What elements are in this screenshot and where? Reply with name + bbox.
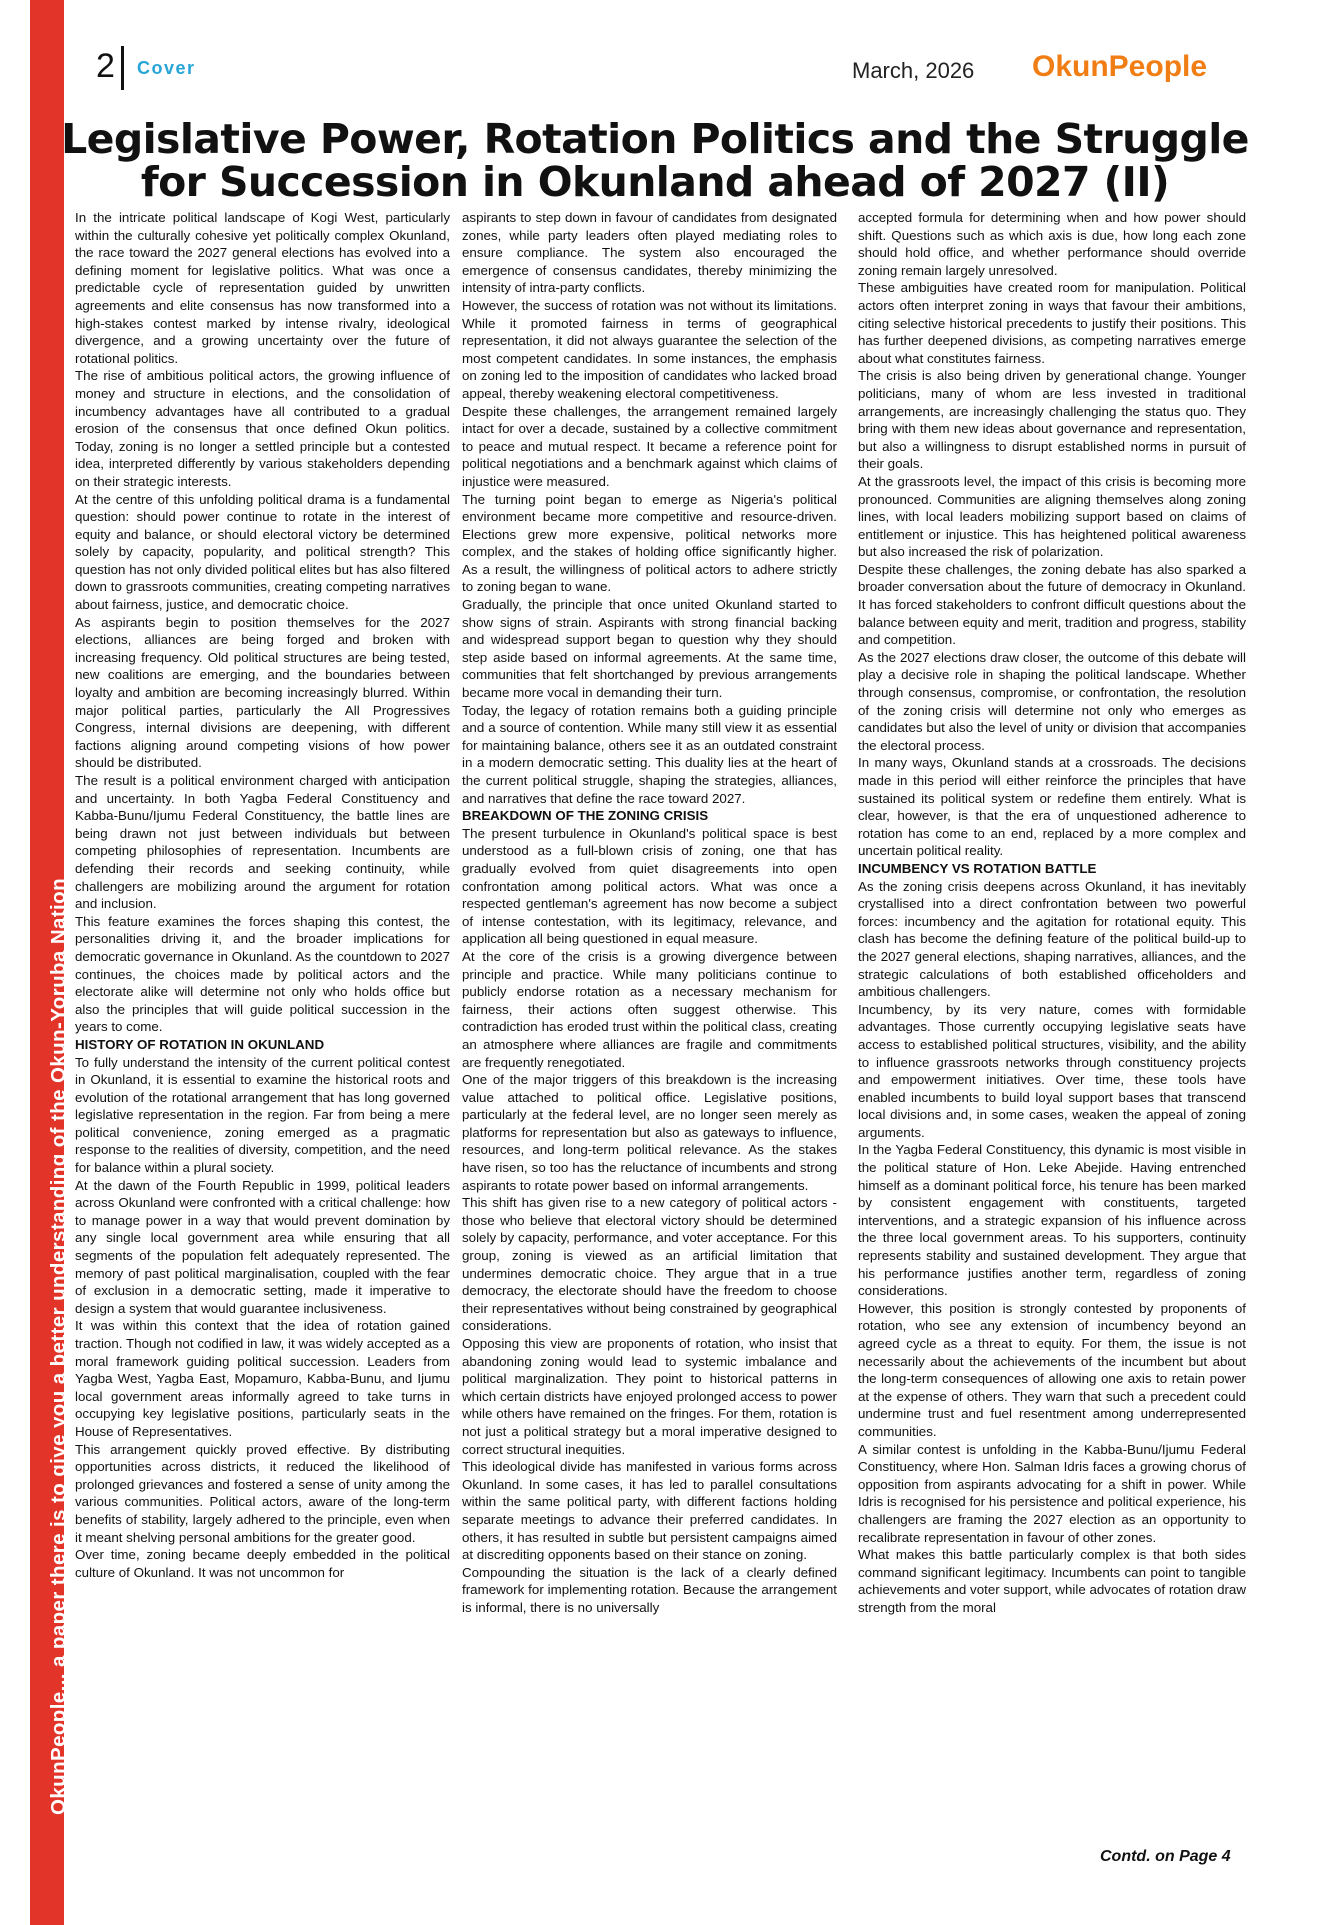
body-paragraph: The turning point began to emerge as Nigeria's political environment became more competitive and resource-driven. Elections grew more expensive, political networks more complex, and the stakes of holding office significantly higher. As a result, the willingness of political actors to adhere strictly to zoning began to wane. [462, 491, 837, 595]
section-heading: INCUMBENCY VS ROTATION BATTLE [858, 860, 1097, 876]
body-paragraph: This arrangement quickly proved effective. By distributing opportunities across districts, it reduced the likelihood of prolonged grievances and fostered a sense of unity among the various communities. Political actors, aware of the long-term benefits of stability, largely adhered to the principle, even when it meant shelving personal ambitions for the greater good. [75, 1441, 450, 1545]
continued-note: Contd. on Page 4 [1100, 1848, 1231, 1865]
body-paragraph: This shift has given rise to a new category of political actors - those who believe that electoral victory should be determined solely by capacity, performance, and voter acceptance. For this group, zoning is viewed as an artificial limitation that undermines democratic choice. They argue that in a true democracy, the electorate should have the freedom to choose their representatives without being constrained by geographical considerations. [462, 1195, 837, 1334]
body-paragraph: It was within this context that the idea of rotation gained traction. Though not codified in law, it was widely accepted as a moral framework guiding political succession. Leaders from Yagba West, Yagba East, Mopamuro, Kabba-Bunu, and Ijumu local government areas informally agreed to take turns in occupying key legislative positions, particularly seats in the House of Representatives. [75, 1318, 450, 1439]
body-paragraph: The result is a political environment charged with anticipation and uncertainty. In both Yagba Federal Constituency and Kabba-Bunu/Ijumu Federal Constituency, the battle lines are being drawn not just between individuals but between competing philosophies of representation. Incumbents are defending their records and seeking continuity, while challengers are mobilizing around the argument for rotation and inclusion. [75, 773, 450, 912]
body-paragraph: Despite these challenges, the zoning debate has also sparked a broader conversation about the future of democracy in Okunland. It has forced stakeholders to confront difficult questions about the balance between equity and merit, tradition and progress, stability and competition. [858, 561, 1246, 648]
article-column-1 [75, 209, 450, 1581]
body-paragraph: As the 2027 elections draw closer, the outcome of this debate will play a decisive role in shaping the political landscape. Whether through consensus, compromise, or confrontation, the resolution of the zoning crisis will determine not only who emerges as candidates but also the level of unity or division that accompanies the electoral process. [858, 649, 1246, 753]
issue-date: March, 2026 [852, 58, 975, 83]
body-paragraph: In the Yagba Federal Constituency, this dynamic is most visible in the political stature of Hon. Leke Abejide. Having entrenched himself as a dominant political force, his tenure has been marked by consistent engagement with constituents, targeted interventions, and a strategic expansion of his influence across the three local government areas. To his supporters, continuity represents stability and sustained development. They argue that his performance justifies another term, regardless of zoning considerations. [858, 1142, 1246, 1299]
body-paragraph: Incumbency, by its very nature, comes with formidable advantages. Those currently occupying legislative seats have access to established political structures, visibility, and the ability to influence grassroots networks through constituency projects and empowerment initiatives. Over time, these tools have enabled incumbents to build loyal support bases that transcend local divisions and, in some cases, weaken the appeal of zoning arguments. [858, 1001, 1246, 1140]
body-paragraph: One of the major triggers of this breakdown is the increasing value attached to political office. Legislative positions, particularly at the federal level, are no longer seen merely as platforms for representation but also as gateways to influence, resources, and long-term political relevance. As the stakes have risen, so too has the reluctance of incumbents and strong aspirants to rotate power based on informal arrangements. [462, 1072, 837, 1193]
body-paragraph: At the grassroots level, the impact of this crisis is becoming more pronounced. Communities are aligning themselves along zoning lines, with local leaders mobilizing support based on claims of entitlement or injustice. This has heightened political awareness but also increased the risk of polarization. [858, 473, 1246, 560]
body-paragraph: Gradually, the principle that once united Okunland started to show signs of strain. Aspirants with strong financial backing and widespread support began to question why they should step aside based on informal agreements. At the same time, communities that felt shortchanged by previous arrangements became more vocal in demanding their turn. [462, 597, 837, 701]
body-paragraph: Today, the legacy of rotation remains both a guiding principle and a source of contention. While many still view it as essential for maintaining balance, others see it as an outdated constraint in a modern democratic setting. This duality lies at the heart of the current political struggle, shaping the strategies, alliances, and narratives that define the race toward 2027. [462, 702, 837, 806]
body-paragraph: As aspirants begin to position themselves for the 2027 elections, alliances are being forged and broken with increasing frequency. Old political structures are being tested, new coalitions are emerging, and the boundaries between loyalty and ambition are becoming increasingly blurred. Within major political parties, particularly the All Progressives Congress, internal divisions are deepening, with different factions aligning around competing visions of how power should be distributed. [75, 614, 450, 771]
masthead-logo: OkunPeople [1032, 50, 1208, 83]
body-paragraph: At the core of the crisis is a growing divergence between principle and practice. While many politicians continue to publicly endorse rotation as a necessary mechanism for fairness, their actions often suggest otherwise. This contradiction has eroded trust within the political class, creating an atmosphere where alliances are fragile and commitments are frequently renegotiated. [462, 948, 837, 1070]
body-paragraph: This feature examines the forces shaping this contest, the personalities driving it, and the broader implications for democratic governance in Okunland. As the countdown to 2027 continues, the choices made by political actors and the electorate alike will determine not only who holds office but also the principles that will guide political succession in the years to come. [75, 913, 450, 1035]
body-paragraph: Over time, zoning became deeply embedded in the political culture of Okunland. It was not uncommon for [75, 1547, 450, 1580]
body-paragraph: At the dawn of the Fourth Republic in 1999, political leaders across Okunland were confronted with a critical challenge: how to manage power in a way that would prevent domination by any single local government area while ensuring that all segments of the population felt adequately represented. The memory of past political marginalisation, coupled with the fear of exclusion in a democratic setting, made it imperative to design a system that would guarantee inclusiveness. [75, 1177, 450, 1316]
body-paragraph: A similar contest is unfolding in the Kabba-Bunu/Ijumu Federal Constituency, where Hon. Salman Idris faces a growing chorus of opposition from aspirants advocating for a shift in power. While Idris is recognised for his persistence and political experience, his challengers are framing the 2027 election as an opportunity to recalibrate representation in favour of other zones. [858, 1441, 1246, 1545]
body-paragraph: The crisis is also being driven by generational change. Younger politicians, many of whom are less invested in traditional arrangements, are increasingly challenging the status quo. They bring with them new ideas about governance and representation, but also a willingness to disrupt established norms in pursuit of their goals. [858, 368, 1246, 472]
first-published-note: First Published on March 29, 1997 [48, 198, 62, 400]
page-number: 2 [96, 47, 115, 85]
body-paragraph: In many ways, Okunland stands at a crossroads. The decisions made in this period will either reinforce the principles that have sustained its political system or redefine them entirely. What is clear, however, is that the era of unquestioned adherence to rotation has come to an end, replaced by a more complex and uncertain political reality. [858, 755, 1246, 859]
body-paragraph: However, this position is strongly contested by proponents of rotation, who see any extension of incumbency beyond an agreed cycle as a threat to equity. For them, the issue is not necessarily about the achievements of the incumbent but about the long-term consequences of allowing one axis to retain power at the expense of others. They warn that such a precedent could undermine trust and fuel resentment among underrepresented communities. [858, 1300, 1246, 1439]
section-label: Cover [137, 58, 196, 78]
body-paragraph: This ideological divide has manifested in various forms across Okunland. In some cases, it has led to parallel consultations within the same political party, with different factions holding separate meetings to advance their preferred candidates. In others, it has resulted in subtle but persistent campaigns aimed at discrediting opponents based on their stance on zoning. [462, 1459, 837, 1563]
body-paragraph: Compounding the situation is the lack of a clearly defined framework for implementing rotation. Because the arrangement is informal, there is no universally [462, 1564, 837, 1615]
body-paragraph: As the zoning crisis deepens across Okunland, it has inevitably crystallised into a direct confrontation between two powerful forces: incumbency and the agitation for rotational equity. This clash has become the defining feature of the political build-up to the 2027 general elections, shaping narratives, alliances, and the strategic calculations of both established officeholders and ambitious challengers. [858, 878, 1246, 1000]
article-column-2 [462, 209, 837, 1617]
body-paragraph: In the intricate political landscape of Kogi West, particularly within the culturally cohesive yet politically complex Okunland, the race toward the 2027 general elections has evolved into a defining moment for legislative politics. What was once a predictable cycle of representation guided by unwritten agreements and elite consensus has now transformed into a high-stakes contest marked by intense rivalry, ideological divergence, and a growing uncertainty over the future of rotational politics. [75, 210, 450, 366]
body-paragraph: What makes this battle particularly complex is that both sides command significant legitimacy. Incumbents can point to tangible achievements and voter support, while advocates of rotation draw strength from the moral [858, 1547, 1246, 1615]
body-paragraph: Despite these challenges, the arrangement remained largely intact for over a decade, sustained by a collective commitment to peace and mutual respect. It became a reference point for political negotiations and a benchmark against which claims of injustice were measured. [462, 403, 837, 489]
body-paragraph: The rise of ambitious political actors, the growing influence of money and structure in elections, and the consolidation of incumbency advantages have all contributed to a gradual erosion of the consensus that once defined Okun politics. Today, zoning is no longer a settled principle but a contested idea, interpreted differently by various stakeholders depending on their strategic interests. [75, 368, 450, 489]
body-paragraph: accepted formula for determining when and how power should shift. Questions such as which axis is due, how long each zone should hold office, and whether performance should override zoning remain largely unresolved. [858, 210, 1246, 278]
body-paragraph: These ambiguities have created room for manipulation. Political actors often interpret zoning in ways that favour their ambitions, citing selective historical precedents to justify their positions. This has further deepened divisions, as competing narratives emerge about what constitutes fairness. [858, 280, 1246, 366]
section-heading: BREAKDOWN OF THE ZONING CRISIS [462, 808, 709, 824]
body-paragraph: The present turbulence in Okunland's political space is best understood as a full-blown crisis of zoning, one that has gradually evolved from quiet disagreements into open confrontation among political actors. What was once a respected gentleman's agreement has now become a subject of intense contestation, with its legitimacy, relevance, and application all being questioned in equal measure. [462, 825, 837, 947]
body-paragraph: At the centre of this unfolding political drama is a fundamental question: should power continue to rotate in the interest of equity and balance, or should electoral victory be determined solely by capacity, popularity, and political strength? This question has not only divided political elites but has also filtered down to grassroots communities, creating competing narratives about fairness, justice, and democratic choice. [75, 491, 450, 613]
body-paragraph: To fully understand the intensity of the current political contest in Okunland, it is essential to examine the historical roots and evolution of the rotational arrangement that has long governed legislative representation in the region. Far from being a mere political convenience, zoning emerged as a pragmatic response to the realities of diversity, competition, and the need for balance within a plural society. [75, 1054, 450, 1176]
sidebar-slogan: OkunPeople... a paper there is to give you a better understanding of the Okun-Yoruba Nation [47, 878, 70, 1815]
article-headline: Legislative Power, Rotation Politics and the Struggle for Succession in Okunland ahead of 2027 (II) [61, 115, 1249, 206]
article-column-3 [858, 209, 1246, 1617]
body-paragraph: However, the success of rotation was not without its limitations. While it promoted fairness in terms of geographical representation, it did not always guarantee the selection of the most competent candidates. In some instances, the emphasis on zoning led to the imposition of candidates who lacked broad appeal, thereby weakening electoral competitiveness. [462, 297, 837, 401]
body-paragraph: aspirants to step down in favour of candidates from designated zones, while party leaders often played mediating roles to ensure compliance. The system also encouraged the emergence of consensus candidates, thereby minimizing the intensity of intra-party conflicts. [462, 210, 837, 296]
header-divider [121, 46, 124, 90]
body-paragraph: Opposing this view are proponents of rotation, who insist that abandoning zoning would lead to systemic imbalance and political marginalization. They point to historical patterns in which certain districts have enjoyed prolonged access to power while others have remained on the fringes. For them, rotation is not just a political strategy but a moral imperative designed to correct structural inequities. [462, 1336, 837, 1457]
section-heading: HISTORY OF ROTATION IN OKUNLAND [75, 1036, 325, 1052]
